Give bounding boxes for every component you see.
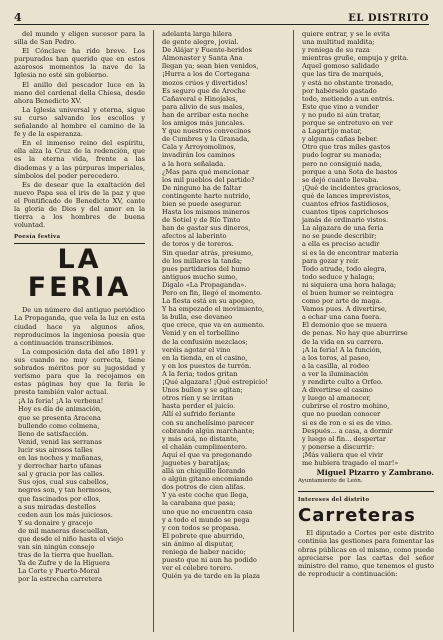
verse-line: todo seduce y halaga; bbox=[302, 272, 375, 281]
verse-line: Vamos pues. A divertirse, bbox=[302, 305, 387, 314]
verse-line: Es seguro que de Aroche bbox=[162, 86, 246, 95]
verse-line: ¡Qué algazara! ¡Qué estrepicio! bbox=[162, 378, 268, 387]
verse-line: contingente harto nutrido, bbox=[162, 191, 251, 200]
verse-line: de la confusión mezclaos; bbox=[162, 337, 248, 346]
verse-line: Y que nuestros convecinos bbox=[162, 127, 251, 136]
verse-line: Sus ojos, cual sus cabellos, bbox=[18, 478, 109, 487]
verse-line: lleno de satisfacción. bbox=[18, 429, 89, 438]
paragraph: De un número del antiguo periódico La Propaganda, que vela la luz en esta ciudad hace ya algunos años, reproducimos la ingeniosa poesía que a continuación transcribimos. bbox=[14, 306, 145, 347]
verse-line: que no puedan conocer bbox=[302, 410, 381, 419]
verse-line: quiere entrar, y se le evita bbox=[302, 30, 390, 38]
verse-line: ceden aun los más juiciosos. bbox=[18, 510, 113, 519]
verse-line: o algún gitano encomiando bbox=[162, 475, 253, 484]
verse-line: bullendo como colmena, bbox=[18, 421, 100, 430]
verse-line: veréis agotar el vino bbox=[162, 345, 231, 354]
verse-line: invadirán los caminos bbox=[162, 151, 235, 160]
verse-line: Venid, venid las serranas bbox=[18, 437, 102, 446]
verse-line: y en los puestos de turrón. bbox=[162, 361, 252, 370]
verse-line: reniega de haber nacido; bbox=[162, 548, 246, 556]
verse-line: Hasta los mismos mineros bbox=[162, 208, 250, 217]
page-number: 4 bbox=[14, 11, 22, 24]
verse-line: Y ha empezado el movimiento, bbox=[162, 305, 265, 314]
verse-line: no se puede describir; bbox=[302, 232, 377, 241]
verse-line: ¡Qué de incidentes graciosos, bbox=[302, 183, 401, 192]
verse-line: juguetes y baratijas; bbox=[162, 458, 231, 467]
verse-line: A divertirse el casino bbox=[302, 386, 373, 395]
verse-line: Y su donaire y gracejo bbox=[18, 518, 93, 527]
verse-line: a ella es preciso acudir bbox=[302, 240, 380, 249]
column-1 bbox=[14, 30, 145, 632]
verse-line: de los millares la tanda; bbox=[162, 256, 243, 265]
verse-line: pero no consiguió nada, bbox=[302, 159, 383, 168]
verse-line: Pero en fin, llegó el momento. bbox=[162, 289, 263, 297]
verse-line: van sin ningún consejo bbox=[18, 543, 95, 552]
poem-verses-part-1 bbox=[14, 397, 145, 583]
verse-line: cuantos efrios fastidiosos, bbox=[302, 199, 389, 208]
verse-line: el chalán cumplimentero. bbox=[162, 442, 248, 451]
verse-line: sal y gracia por las calles. bbox=[18, 470, 105, 479]
verse-line: A la feria; todos gritan bbox=[162, 369, 238, 378]
verse-line: pudo lograr su manada; bbox=[302, 151, 382, 160]
verse-line: y a todo el mundo se pega bbox=[162, 515, 250, 524]
verse-line: ¡Más valiera que el vivir bbox=[302, 450, 384, 459]
divider bbox=[298, 491, 434, 492]
verse-line: adelanta larga hilera bbox=[162, 30, 232, 38]
verse-line: a echar una cana fuera. bbox=[302, 313, 382, 322]
verse-line: Allí el sufrido feriante bbox=[162, 410, 236, 419]
verse-line: los amigos más juncales. bbox=[162, 119, 245, 128]
verse-line: ¿Mas para qué mencionar bbox=[162, 167, 249, 176]
verse-line: a ver la iluminación bbox=[302, 369, 369, 378]
verse-line: que desde el niño hasta el viejo bbox=[18, 534, 124, 543]
verse-line: El pobrete que aburrido, bbox=[162, 531, 245, 540]
verse-line: uno que no encuentra casa bbox=[162, 507, 253, 516]
verse-line: y algunas cañas beber. bbox=[302, 135, 379, 144]
paragraph: El diputado a Cortes por este distrito continúa las gestiones para fomentar las obras públicas en el mismo, como puede apreciarse por las cartas del señor ministro del ramo, que tenemos el gusto de reproducir a continuación: bbox=[298, 529, 434, 578]
intro-article bbox=[14, 30, 145, 229]
verse-line: y ponerse a discurrir: bbox=[302, 442, 375, 451]
verse-line: bien se puede asegurar. bbox=[162, 199, 242, 208]
verse-line: Almonaster y Santa Ana bbox=[162, 54, 243, 63]
verse-line: si es de ron o si es de vino. bbox=[302, 418, 392, 427]
verse-line: que se presenta Aracena bbox=[18, 413, 101, 422]
verse-line: afectos al laberinto bbox=[162, 232, 227, 241]
verse-line: en las noches y mañanas, bbox=[18, 454, 104, 463]
verse-line: han de arribar esta noche bbox=[162, 110, 249, 119]
verse-line: y derrochar harto ufanas bbox=[18, 462, 102, 471]
verse-line: ¡A la feria! A la función, bbox=[302, 345, 382, 354]
verse-line: Quién ya de tarde en la plaza bbox=[162, 572, 260, 581]
verse-line: De Alájar y Fuente-heridos bbox=[162, 46, 252, 55]
verse-line: cubrirse el rostro mohino, bbox=[302, 402, 390, 411]
verse-line: los mil pueblos del partido? bbox=[162, 175, 255, 184]
verse-line: De ninguno ha de faltar bbox=[162, 183, 242, 192]
verse-line: para alivio de sus males, bbox=[162, 102, 245, 111]
paragraph: El Cónclave ha rido breve. Los purpurados han querido que en estos azarosos momentos la nave de la Iglesia no esté sin gobierno. bbox=[14, 47, 145, 80]
verse-line: que fascinados por ellos, bbox=[18, 494, 101, 503]
verse-line: y no pudo ni aún tratar, bbox=[302, 110, 381, 119]
verse-line: Cala y Arroyomolinos, bbox=[162, 143, 236, 152]
verse-line: pues partidarios del humo bbox=[162, 264, 250, 273]
verse-line: cuantos tipos caprichosos bbox=[302, 208, 389, 217]
carreteras-article bbox=[298, 529, 434, 578]
verse-line: Otro que tras miles gastos bbox=[302, 143, 391, 152]
poem-signature: Miguel Pizarro y Zambrano. bbox=[316, 468, 434, 478]
verse-line: puesto que ni aun ha podido bbox=[162, 556, 257, 565]
verse-line: que crece, que va en aumento. bbox=[162, 321, 265, 330]
poem-intro bbox=[14, 306, 145, 396]
verse-line: Venid y en el torbellino bbox=[162, 329, 240, 338]
verse-line: si es la de encontrar materia bbox=[302, 248, 399, 257]
verse-line: Hoy es día de animación, bbox=[18, 405, 103, 414]
verse-line: la carabana que pasa; bbox=[162, 499, 236, 508]
signature-subtitle: Ayuntamiento de León. bbox=[298, 478, 363, 485]
verse-line: a la casilla, al rodeo bbox=[302, 361, 369, 370]
column-3 bbox=[293, 30, 434, 632]
verse-line: en la tienda, en el casino, bbox=[162, 353, 248, 362]
verse-line: Este que vino a vender bbox=[302, 102, 379, 111]
verse-line: La algazara de una feria bbox=[302, 224, 384, 233]
verse-line: mientras gruñe, empuja y grita. bbox=[302, 54, 409, 63]
verse-line: Unos bullen y se agitan; bbox=[162, 386, 243, 395]
verse-line: El demonio que se muera bbox=[302, 321, 388, 330]
verse-line: negros son, y tan hermosos, bbox=[18, 486, 112, 495]
verse-line: Dígalo «La Propaganda». bbox=[162, 280, 247, 289]
verse-line: por la estrecha carretera bbox=[18, 575, 102, 584]
verse-line: Todo atrude, todo alegra, bbox=[302, 264, 387, 273]
verse-line: el buen humor se reintegra bbox=[302, 289, 394, 297]
verse-line: de la vida en su carrera. bbox=[302, 337, 384, 346]
verse-line: de toros y de toreros. bbox=[162, 240, 234, 249]
verse-line: Después... a casa, a dormir bbox=[302, 426, 393, 435]
verse-line: qué de lances imprevistos, bbox=[302, 191, 391, 200]
verse-line: mozos crúos y divertidos! bbox=[162, 78, 248, 87]
verse-line: llegan ya; sean bien venidos, bbox=[162, 62, 259, 71]
verse-line: de Cumbres y la Granada, bbox=[162, 135, 250, 144]
verse-line: a Lagartijo matar, bbox=[302, 127, 362, 136]
poem-title: LA FERIA bbox=[27, 244, 132, 304]
verse-line: ver el célebre torero. bbox=[162, 564, 233, 573]
verse-line: a la hora señalada. bbox=[162, 159, 226, 168]
verse-line: una multitud maldita; bbox=[302, 38, 375, 47]
verse-line: y con todos se propasa. bbox=[162, 523, 241, 532]
verse-line: la bulla, ese devaneo bbox=[162, 313, 233, 322]
verse-line: sin ánimo al disputar, bbox=[162, 539, 234, 548]
verse-line: La Corte y Puerto-Moral bbox=[18, 567, 100, 576]
verse-line: tras de la tierra que huellan. bbox=[18, 551, 114, 560]
verse-line: allá un chiquillo llorando bbox=[162, 467, 246, 476]
verse-line: para gozar y reír. bbox=[302, 256, 360, 265]
verse-line: Ya de Zufre y de la Higuera bbox=[18, 559, 110, 568]
section-label-district: Intereses del distrito bbox=[298, 497, 370, 504]
verse-line: se dejó cuanto llevaba. bbox=[302, 175, 379, 184]
verse-line: ni siquiera una hora halaga; bbox=[302, 280, 397, 289]
paragraph: En el inmenso reino del espíritu, ella alza la Cruz de la redención, que es la eterna vida, frente a las diademas y a las púrpuras imperiales, símbolos del poder perecedero. bbox=[14, 139, 145, 180]
verse-line: y rendirte culto a Orfeo. bbox=[302, 378, 383, 387]
verse-line: Aquel gomoso salidado bbox=[302, 62, 380, 71]
verse-line: antiguos mucho sumo, bbox=[162, 272, 238, 281]
masthead: EL DISTRITO bbox=[348, 13, 429, 24]
poem-verses-part-2 bbox=[158, 30, 290, 580]
verse-line: me hubiera tragado el mar!» bbox=[302, 458, 399, 467]
verse-line: de mil maneras descuellan, bbox=[18, 526, 110, 535]
verse-line: La fiesta está en su apogeo, bbox=[162, 297, 256, 306]
verse-line: que las tira de marqués, bbox=[302, 70, 384, 79]
verse-line: como por arte de maga. bbox=[302, 297, 382, 306]
paragraph: La Iglesia universal y eterna, sigue su curso salvando los escollos y señalando al hombre el camino de la fe y de la esperanza. bbox=[14, 105, 145, 139]
verse-line: de gente alegre, jovial. bbox=[162, 38, 239, 47]
verse-line: y luego al amanecer, bbox=[302, 394, 371, 403]
paragraph: La composición data del año 1891 y sus cuando no muy correcta, tiene sobrados méritos por su jugosidad y verismo para que la recojamos en estas páginas hoy que la feria le presta también valor actual. bbox=[14, 347, 145, 397]
verse-line: porque a una Sota de bastos bbox=[302, 167, 398, 176]
verse-line: y reniega de su raza bbox=[302, 46, 370, 55]
verse-line: ¡A la feria! ¡A la verbena! bbox=[18, 397, 104, 406]
verse-line: porque se entretuvo en ver bbox=[302, 119, 393, 128]
paragraph: Es de desear que la exaltación del nuevo Papa sea el iris de la paz y que el Pontificado de Benedicto XV, cante la gloria de Dios y del amor en la tierra a los hombres de buena voluntad. bbox=[14, 180, 145, 230]
verse-line: de penas. No hay que aburrirse bbox=[302, 329, 408, 338]
verse-line: Cañaveral e Hinojales, bbox=[162, 94, 238, 103]
verse-line: Sin quedar atrás, presumo, bbox=[162, 248, 254, 257]
paragraph: El anillo del pescador luce en la mano del cardenal della Chiesa, desde ahora Benedicto XV. bbox=[14, 80, 145, 105]
verse-line: con su anchelísimo parecer bbox=[162, 418, 254, 427]
section-label-poetry: Poesía festiva bbox=[14, 234, 61, 241]
verse-line: Y ya este coche que llega, bbox=[162, 491, 249, 500]
paragraph: del mundo y eligen sucesor para la silla de San Pedro. bbox=[14, 30, 145, 47]
column-2 bbox=[153, 30, 290, 632]
verse-line: a sus miradas destellos bbox=[18, 502, 96, 511]
verse-line: cobrando algún marchante; bbox=[162, 426, 255, 435]
verse-line: Aquí el que va pregonando bbox=[162, 450, 252, 459]
verse-line: dos potros de cien alifas. bbox=[162, 483, 246, 492]
verse-line: de Sotiel y de Río Tinto bbox=[162, 216, 241, 225]
verse-line: lucir sus airosos talles bbox=[18, 445, 93, 454]
verse-line: todo, metiendo a un entrés. bbox=[302, 94, 395, 103]
verse-line: y luego al fin... despertar bbox=[302, 434, 387, 443]
verse-line: jamás de ordinario vistos. bbox=[302, 216, 389, 225]
verse-line: y más acá, no distante, bbox=[162, 434, 239, 443]
verse-line: por habérselo gastado bbox=[302, 86, 377, 95]
verse-line: y está no obstante tronado, bbox=[302, 78, 394, 87]
verse-line: hasta perder el juicio. bbox=[162, 402, 236, 411]
verse-line: otros ríen y se irritan bbox=[162, 394, 234, 403]
article-title-carreteras: Carreteras bbox=[298, 505, 416, 527]
verse-line: ¡Hurra a los de Cortegana bbox=[162, 70, 250, 79]
page-header bbox=[14, 6, 429, 25]
poem-verses-part-3 bbox=[298, 30, 434, 467]
verse-line: a los toros, al paseo, bbox=[302, 353, 371, 362]
verse-line: han de gastar sus dineros, bbox=[162, 224, 251, 233]
